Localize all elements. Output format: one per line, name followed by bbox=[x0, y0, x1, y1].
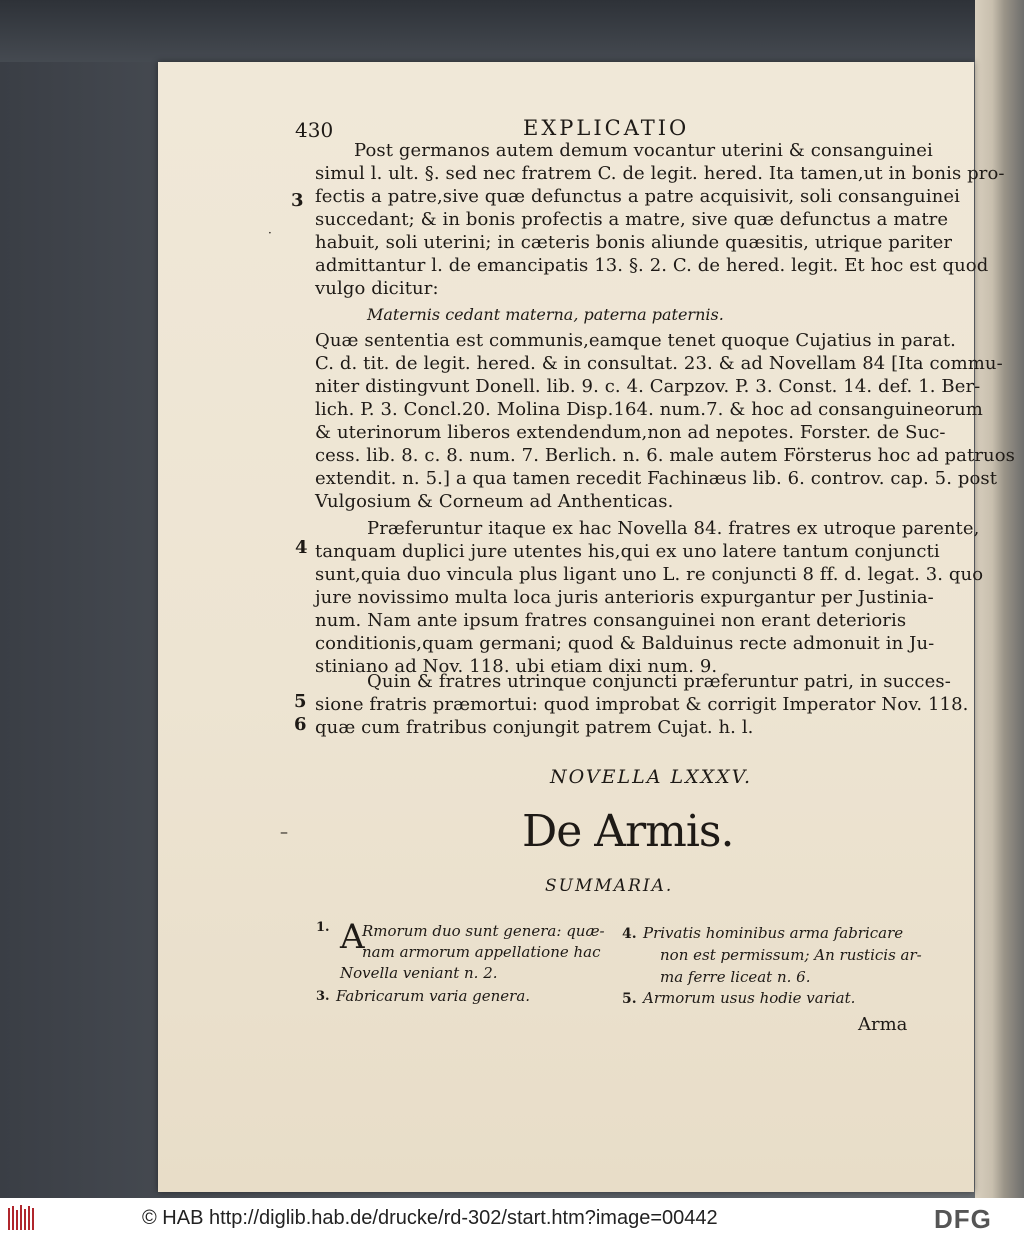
summary-line: Novella veniant n. 2. bbox=[340, 964, 498, 982]
body-line: sunt,quia duo vincula plus ligant uno L. re conjuncti 8 ff. d. legat. 3. quo bbox=[315, 564, 984, 585]
body-line: stiniano ad Nov. 118. ubi etiam dixi num. 9. bbox=[315, 656, 718, 677]
summary-line: Privatis hominibus arma fabricare bbox=[643, 924, 904, 942]
running-head: EXPLICATIO bbox=[523, 116, 690, 140]
body-line: conditionis,quam germani; quod & Balduinus recte admonuit in Ju- bbox=[315, 633, 935, 654]
summary-line: nam armorum appellatione hac bbox=[362, 943, 601, 961]
margin-number: 4 bbox=[295, 537, 308, 558]
body-line: Præferuntur itaque ex hac Novella 84. fratres ex utroque parente, bbox=[367, 518, 980, 539]
body-line: C. d. tit. de legit. hered. & in consultat. 23. & ad Novellam 84 [Ita commu- bbox=[315, 353, 1003, 374]
body-line: admittantur l. de emancipatis 13. §. 2. C. de hered. legit. Et hoc est quod bbox=[315, 255, 989, 276]
body-line: num. Nam ante ipsum fratres consanguinei non erant deterioris bbox=[315, 610, 907, 631]
summary-line: Rmorum duo sunt genera: quæ- bbox=[362, 922, 605, 940]
margin-mark: – bbox=[280, 822, 288, 841]
summary-line: non est permissum; An rusticis ar- bbox=[660, 946, 922, 964]
body-line: sione fratris præmortui: quod improbat & corrigit Imperator Nov. 118. bbox=[315, 694, 969, 715]
body-line: vulgo dicitur: bbox=[315, 278, 439, 299]
catchword: Arma bbox=[858, 1014, 908, 1035]
viewer-footer bbox=[0, 1198, 1024, 1238]
body-line: Vulgosium & Corneum ad Anthenticas. bbox=[315, 491, 674, 512]
body-line: & uterinorum liberos extendendum,non ad nepotes. Forster. de Suc- bbox=[315, 422, 946, 443]
body-line: jure novissimo multa loca juris anterioris expurgantur per Justinia- bbox=[315, 587, 934, 608]
summary-number: 1. bbox=[316, 920, 330, 935]
drop-initial: A bbox=[340, 917, 365, 957]
body-line: lich. P. 3. Concl.20. Molina Disp.164. num.7. & hoc ad consanguineorum bbox=[315, 399, 983, 420]
body-line: Quæ sententia est communis,eamque tenet quoque Cujatius in parat. bbox=[315, 330, 956, 351]
body-line: cess. lib. 8. c. 8. num. 7. Berlich. n. 6. male autem Försterus hoc ad patruos bbox=[315, 445, 1016, 466]
body-line: Post germanos autem demum vocantur uterini & consanguinei bbox=[354, 140, 933, 161]
margin-number: 6 bbox=[294, 714, 307, 735]
body-line: succedant; & in bonis profectis a matre, sive quæ defunctus a matre bbox=[315, 209, 949, 230]
body-line: extendit. n. 5.] a qua tamen recedit Fachinæus lib. 6. controv. cap. 5. post bbox=[315, 468, 998, 489]
margin-number: 5 bbox=[294, 691, 307, 712]
summary-line: Armorum usus hodie variat. bbox=[643, 989, 856, 1007]
body-line: tanquam duplici jure utentes his,qui ex uno latere tantum conjuncti bbox=[315, 541, 940, 562]
body-line: fectis a patre,sive quæ defunctus a patre acquisivit, soli consanguinei bbox=[315, 186, 961, 207]
summary-number: 3. bbox=[316, 989, 330, 1004]
section-title: De Armis. bbox=[522, 806, 734, 857]
summaria-heading: SUMMARIA. bbox=[545, 876, 674, 896]
scan-background-top bbox=[0, 0, 975, 62]
body-line: Quin & fratres utrinque conjuncti præferuntur patri, in succes- bbox=[367, 671, 951, 692]
summary-line: ma ferre liceat n. 6. bbox=[660, 968, 811, 986]
summary-line: Fabricarum varia genera. bbox=[336, 987, 531, 1005]
body-line: habuit, soli uterini; in cæteris bonis aliunde quæsitis, utrique pariter bbox=[315, 232, 953, 253]
dfg-logo[interactable]: DFG bbox=[934, 1204, 992, 1234]
body-line: quæ cum fratribus conjungit patrem Cujat. h. l. bbox=[315, 717, 754, 738]
summary-number: 5. bbox=[622, 991, 637, 1007]
copyright-link[interactable]: © HAB http://diglib.hab.de/drucke/rd-302/start.htm?image=00442 bbox=[142, 1207, 718, 1229]
margin-mark: · bbox=[268, 226, 272, 240]
summary-number: 4. bbox=[622, 926, 637, 942]
page-number: 430 bbox=[295, 118, 334, 142]
maxim: Maternis cedant materna, paterna paternis. bbox=[367, 305, 724, 324]
novella-heading: NOVELLA LXXXV. bbox=[550, 766, 753, 788]
body-line: niter distingvunt Donell. lib. 9. c. 4. Carpzov. P. 3. Const. 14. def. 1. Ber- bbox=[315, 376, 981, 397]
body-line: simul l. ult. §. sed nec fratrem C. de legit. hered. Ita tamen,ut in bonis pro- bbox=[315, 163, 1005, 184]
hab-logo-icon[interactable] bbox=[6, 1202, 38, 1234]
margin-number: 3 bbox=[291, 190, 304, 211]
